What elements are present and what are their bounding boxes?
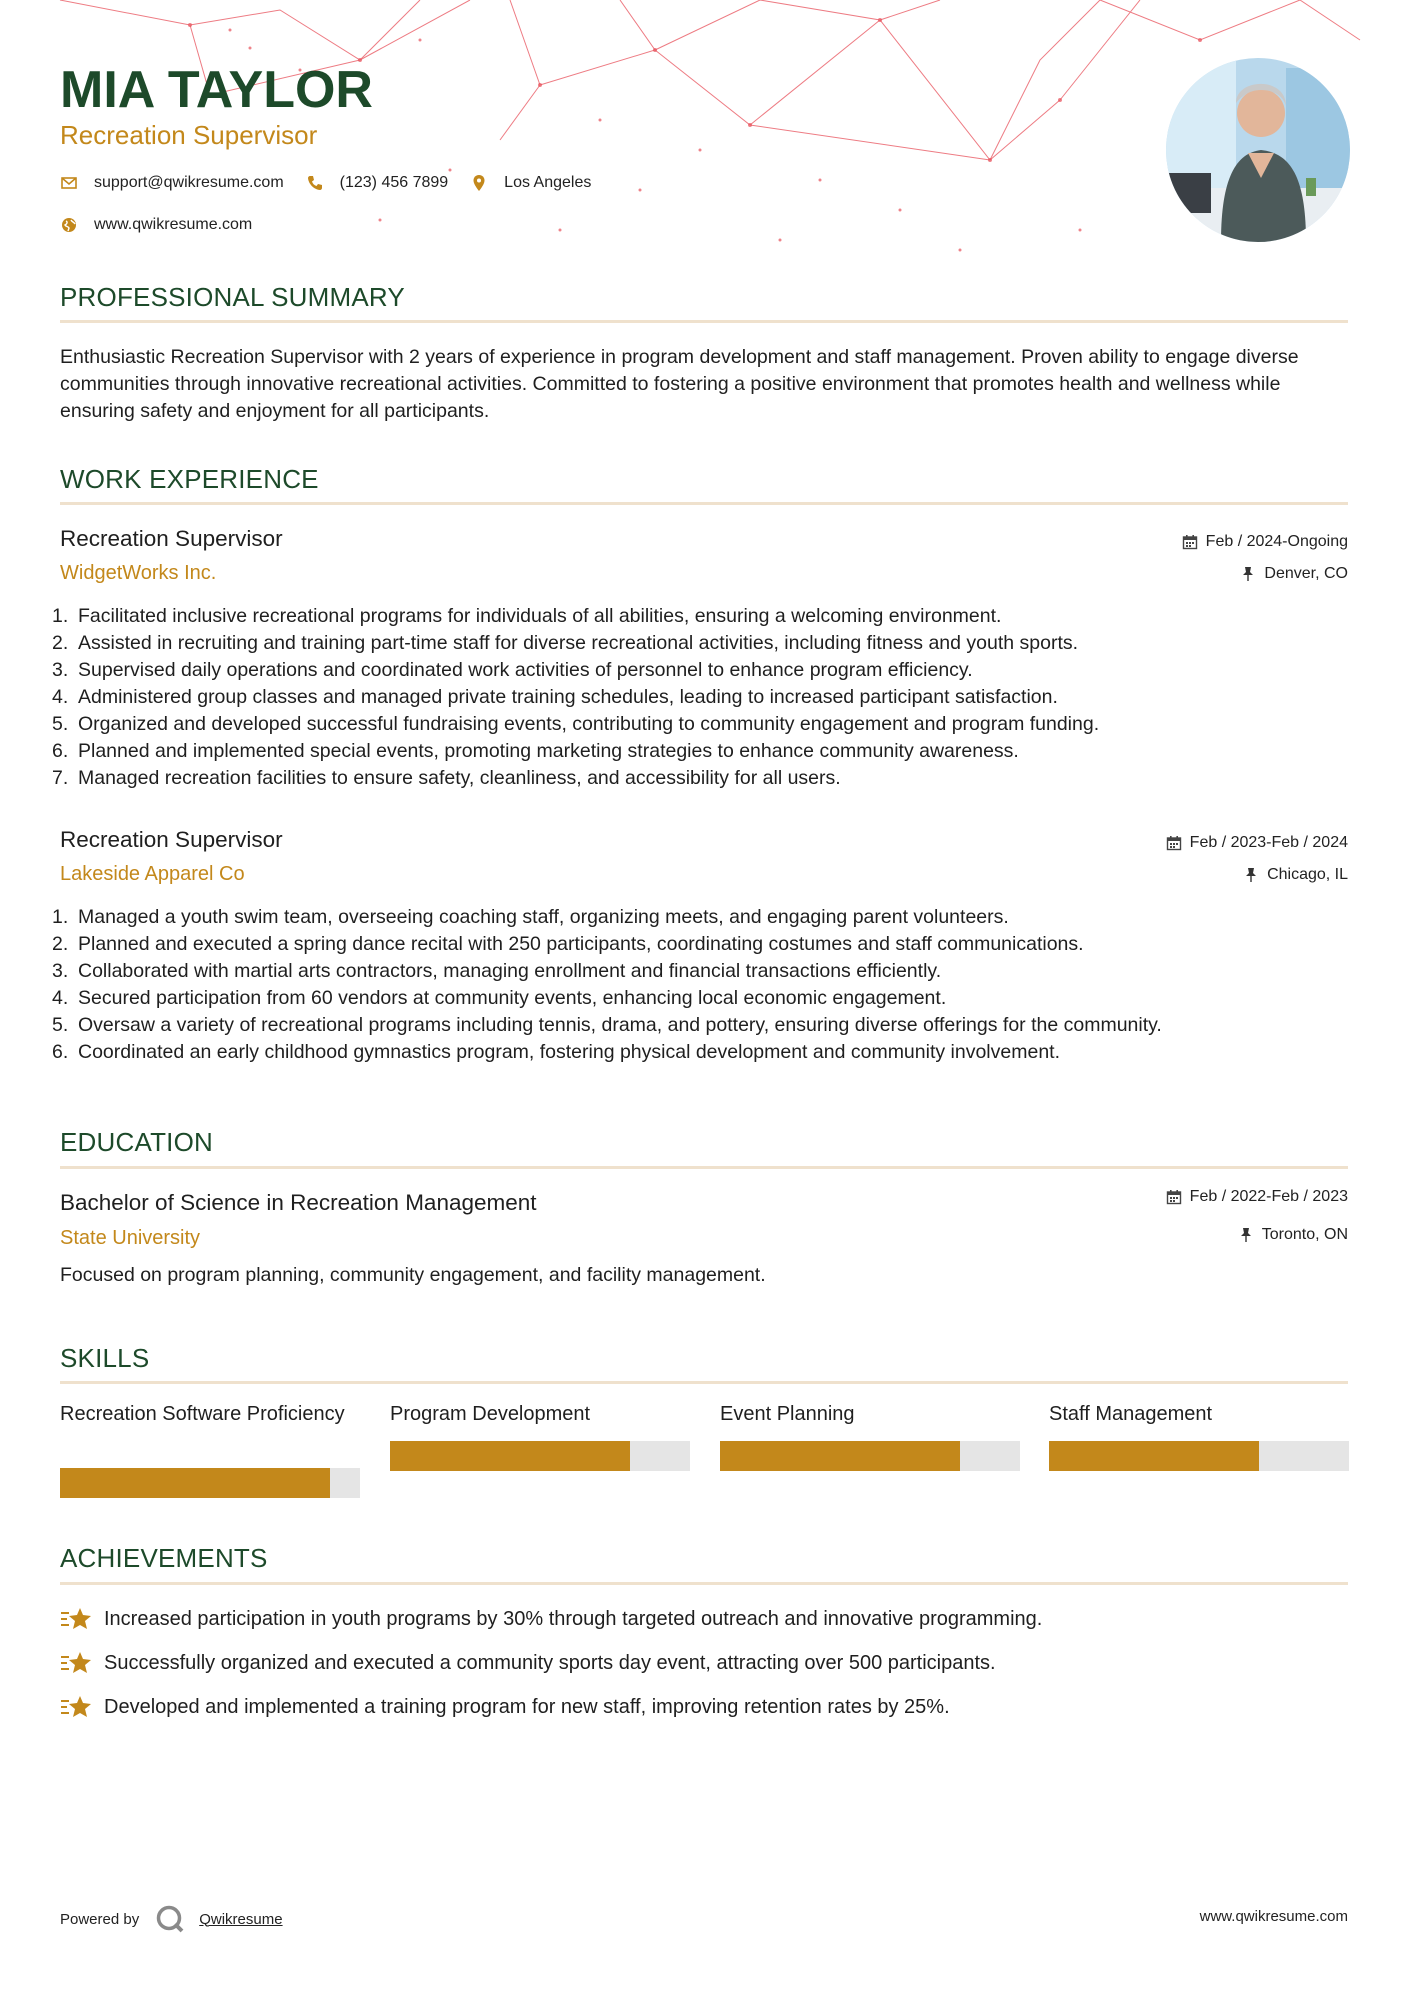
skill-bar (720, 1441, 1020, 1471)
skill-item (390, 1401, 690, 1428)
achievement-text: Developed and implemented a training program for new staff, improving retention rates by 25%. (104, 1695, 950, 1718)
achievements-divider (60, 1582, 1348, 1585)
candidate-title: Recreation Supervisor (60, 120, 318, 150)
experience-divider (60, 502, 1348, 505)
list-item: 3. Collaborated with martial arts contractors, managing enrollment and financial transactions efficiently. (52, 960, 942, 982)
star-award-icon (60, 1650, 92, 1676)
job-2-company: Lakeside Apparel Co (60, 863, 245, 885)
achievement-text: Successfully organized and executed a community sports day event, attracting over 500 participants. (104, 1651, 996, 1674)
skill-item (1049, 1401, 1349, 1428)
contact-email[interactable] (60, 174, 284, 192)
contact-phone[interactable] (306, 174, 449, 192)
achievement-item (60, 1694, 950, 1720)
list-item: 1. Managed a youth swim team, overseeing coaching staff, organizing meets, and engaging parent volunteers. (52, 906, 1009, 928)
skills-heading: SKILLS (60, 1343, 150, 1373)
job-1-location-text: Denver, CO (1264, 565, 1348, 582)
footer-powered-by (60, 1904, 283, 1934)
list-item: 2. Planned and executed a spring dance recital with 250 participants, coordinating costumes and staff communications. (52, 933, 1084, 955)
list-item: 4. Secured participation from 60 vendors at community events, enhancing local economic engagement. (52, 987, 947, 1009)
job-2-dates (1166, 834, 1348, 852)
star-award-icon (60, 1606, 92, 1632)
list-item: 5. Organized and developed successful fundraising events, contributing to community engagement and program funding. (52, 713, 1100, 735)
phone-text: (123) 456 7899 (339, 174, 449, 191)
experience-heading: WORK EXPERIENCE (60, 464, 319, 494)
list-item: 7. Managed recreation facilities to ensure safety, cleanliness, and accessibility for all users. (52, 767, 841, 789)
education-degree: Bachelor of Science in Recreation Management (60, 1190, 537, 1215)
education-school: State University (60, 1227, 201, 1249)
skill-item (60, 1401, 360, 1428)
job-2-location-text: Chicago, IL (1267, 866, 1348, 883)
skill-name: Event Planning (720, 1403, 855, 1425)
job-1-dates-text: Feb / 2024-Ongoing (1205, 533, 1348, 550)
skill-bar (60, 1468, 360, 1498)
achievement-item (60, 1650, 996, 1676)
star-award-icon (60, 1694, 92, 1720)
pushpin-icon (1243, 867, 1259, 883)
education-heading: EDUCATION (60, 1127, 213, 1157)
job-2-duties (52, 904, 1352, 1066)
contact-row (60, 174, 613, 192)
achievements-heading: ACHIEVEMENTS (60, 1543, 268, 1573)
qwikresume-logo-icon (155, 1904, 185, 1934)
summary-heading: PROFESSIONAL SUMMARY (60, 282, 405, 312)
website-text: www.qwikresume.com (94, 216, 253, 233)
skill-bar (390, 1441, 690, 1471)
summary-text: Enthusiastic Recreation Supervisor with 2 years of experience in program development and staff management. Proven ability to engage diverse communities through innovative recreational activities. Committed to fostering a positive environment that promotes health and wellness while ensuring safety and enjoyment for all participants. (60, 346, 1299, 422)
job-1-location (1240, 565, 1348, 583)
skill-bar (1049, 1441, 1349, 1471)
list-item: 3. Supervised daily operations and coordinated work activities of personnel to enhance program efficiency. (52, 659, 973, 681)
skill-item (720, 1401, 1020, 1428)
calendar-icon (1182, 534, 1198, 550)
list-item: 6. Coordinated an early childhood gymnastics program, fostering physical development and community involvement. (52, 1041, 1061, 1063)
skill-bar-fill (1049, 1441, 1259, 1471)
education-description: Focused on program planning, community engagement, and facility management. (60, 1264, 766, 1286)
footer-website[interactable]: www.qwikresume.com (1199, 1908, 1348, 1925)
map-pin-icon (470, 174, 488, 192)
qwikresume-link[interactable]: Qwikresume (199, 1910, 283, 1928)
globe-icon (60, 216, 78, 234)
pushpin-icon (1240, 566, 1256, 582)
list-item: 5. Oversaw a variety of recreational programs including tennis, drama, and pottery, ensuring diverse offerings for the community. (52, 1014, 1162, 1036)
education-location-text: Toronto, ON (1261, 1226, 1348, 1243)
list-item: 4. Administered group classes and managed private training schedules, leading to increased participant satisfaction. (52, 686, 1058, 708)
calendar-icon (1166, 835, 1182, 851)
job-1-company: WidgetWorks Inc. (60, 562, 217, 584)
job-2-title: Recreation Supervisor (60, 827, 283, 852)
profile-photo (1166, 58, 1350, 242)
education-dates (1166, 1188, 1348, 1206)
powered-by-label: Powered by (60, 1910, 140, 1928)
email-text: support@qwikresume.com (94, 174, 284, 191)
location-text: Los Angeles (504, 174, 592, 191)
calendar-icon (1166, 1189, 1182, 1205)
phone-icon (306, 174, 324, 192)
job-2-location (1243, 866, 1348, 884)
envelope-icon (60, 174, 78, 192)
website-row (60, 216, 274, 234)
summary-divider (60, 320, 1348, 323)
skill-bar-fill (720, 1441, 960, 1471)
achievement-item (60, 1606, 1042, 1632)
contact-location (470, 174, 591, 192)
job-2-dates-text: Feb / 2023-Feb / 2024 (1189, 834, 1348, 851)
achievement-text: Increased participation in youth programs by 30% through targeted outreach and innovative programming. (104, 1607, 1043, 1630)
job-1-title: Recreation Supervisor (60, 526, 283, 551)
education-location (1238, 1226, 1348, 1244)
skills-divider (60, 1381, 1348, 1384)
skill-bar-fill (60, 1468, 330, 1498)
education-divider (60, 1166, 1348, 1169)
candidate-name: MIA TAYLOR (60, 61, 373, 119)
list-item: 1. Facilitated inclusive recreational programs for individuals of all abilities, ensuring a welcoming environment. (52, 605, 1002, 627)
skill-name: Staff Management (1049, 1403, 1213, 1425)
contact-website[interactable] (60, 216, 252, 234)
pushpin-icon (1238, 1227, 1254, 1243)
education-dates-text: Feb / 2022-Feb / 2023 (1189, 1188, 1348, 1205)
job-1-dates (1182, 533, 1348, 551)
list-item: 2. Assisted in recruiting and training part-time staff for diverse recreational activities, including fitness and youth sports. (52, 632, 1079, 654)
skill-name: Program Development (390, 1403, 591, 1425)
job-1-duties (52, 603, 1352, 792)
list-item: 6. Planned and implemented special events, promoting marketing strategies to enhance community awareness. (52, 740, 1019, 762)
skill-bar-fill (390, 1441, 630, 1471)
skill-name: Recreation Software Proficiency (60, 1403, 345, 1425)
